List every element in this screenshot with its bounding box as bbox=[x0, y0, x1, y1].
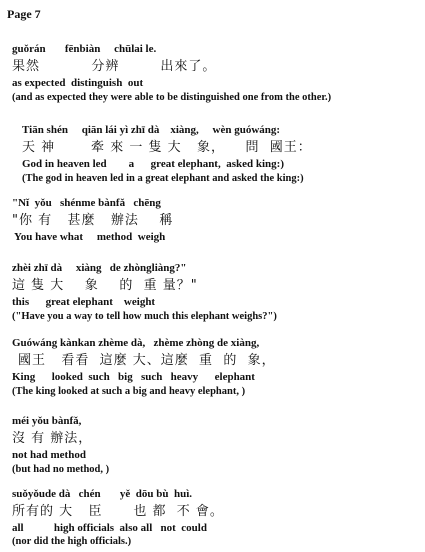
pinyin-line: guǒrán fēnbiàn chūlai le. bbox=[12, 43, 157, 55]
pinyin-line: zhèi zhī dà xiàng de zhòngliàng?" bbox=[12, 262, 187, 274]
pinyin-line: Guówáng kànkan zhème dà, zhème zhòng de xiàng, bbox=[12, 337, 260, 349]
hanzi-line: 這 隻 大 象 的 重 量？" bbox=[12, 278, 198, 293]
pinyin-line: méi yǒu bànfǎ, bbox=[12, 415, 82, 427]
gloss-line: as expected distinguish out bbox=[12, 77, 144, 89]
translation-line: (nor did the high officials.) bbox=[12, 536, 132, 547]
gloss-line: this great elephant weight bbox=[12, 296, 156, 308]
translation-line: (The god in heaven led in a great elephant and asked the king:) bbox=[22, 173, 304, 184]
translation-line: (and as expected they were able to be distinguished one from the other.) bbox=[12, 92, 332, 103]
hanzi-line: 沒 有 辦法， bbox=[12, 431, 93, 446]
hanzi-line: 所有的 大 臣 也 都 不 會。 bbox=[12, 504, 224, 519]
translation-line: (but had no method, ) bbox=[12, 464, 110, 475]
gloss-line: all high officials also all not could bbox=[12, 522, 207, 534]
gloss-line: not had method bbox=[12, 449, 86, 461]
translation-line: (The king looked at such a big and heavy elephant, ) bbox=[12, 386, 246, 397]
pinyin-line: "Nǐ yǒu shénme bànfǎ chēng bbox=[12, 197, 161, 209]
gloss-line: King looked such big such heavy elephant bbox=[12, 371, 255, 383]
page-label: Page 7 bbox=[7, 7, 41, 21]
translation-line: ("Have you a way to tell how much this elephant weighs?") bbox=[12, 311, 277, 322]
pinyin-line: suǒyǒude dà chén yě dōu bù huì. bbox=[12, 488, 193, 500]
gloss-line: God in heaven led a great elephant, asked king:) bbox=[22, 158, 284, 170]
gloss-line: You have what method weigh bbox=[14, 231, 166, 243]
hanzi-line: 天 神 牽 來 一 隻 大 象， 問 國王： bbox=[22, 140, 312, 155]
hanzi-line: 果然 分辨 出來了。 bbox=[12, 59, 217, 74]
hanzi-line: 國王 看看 這麼 大、這麼 重 的 象， bbox=[18, 353, 276, 368]
pinyin-line: Tiān shén qiān lái yì zhī dà xiàng, wèn guówáng: bbox=[22, 124, 281, 136]
hanzi-line: "你 有 甚麼 辦法 稱 bbox=[12, 213, 174, 228]
